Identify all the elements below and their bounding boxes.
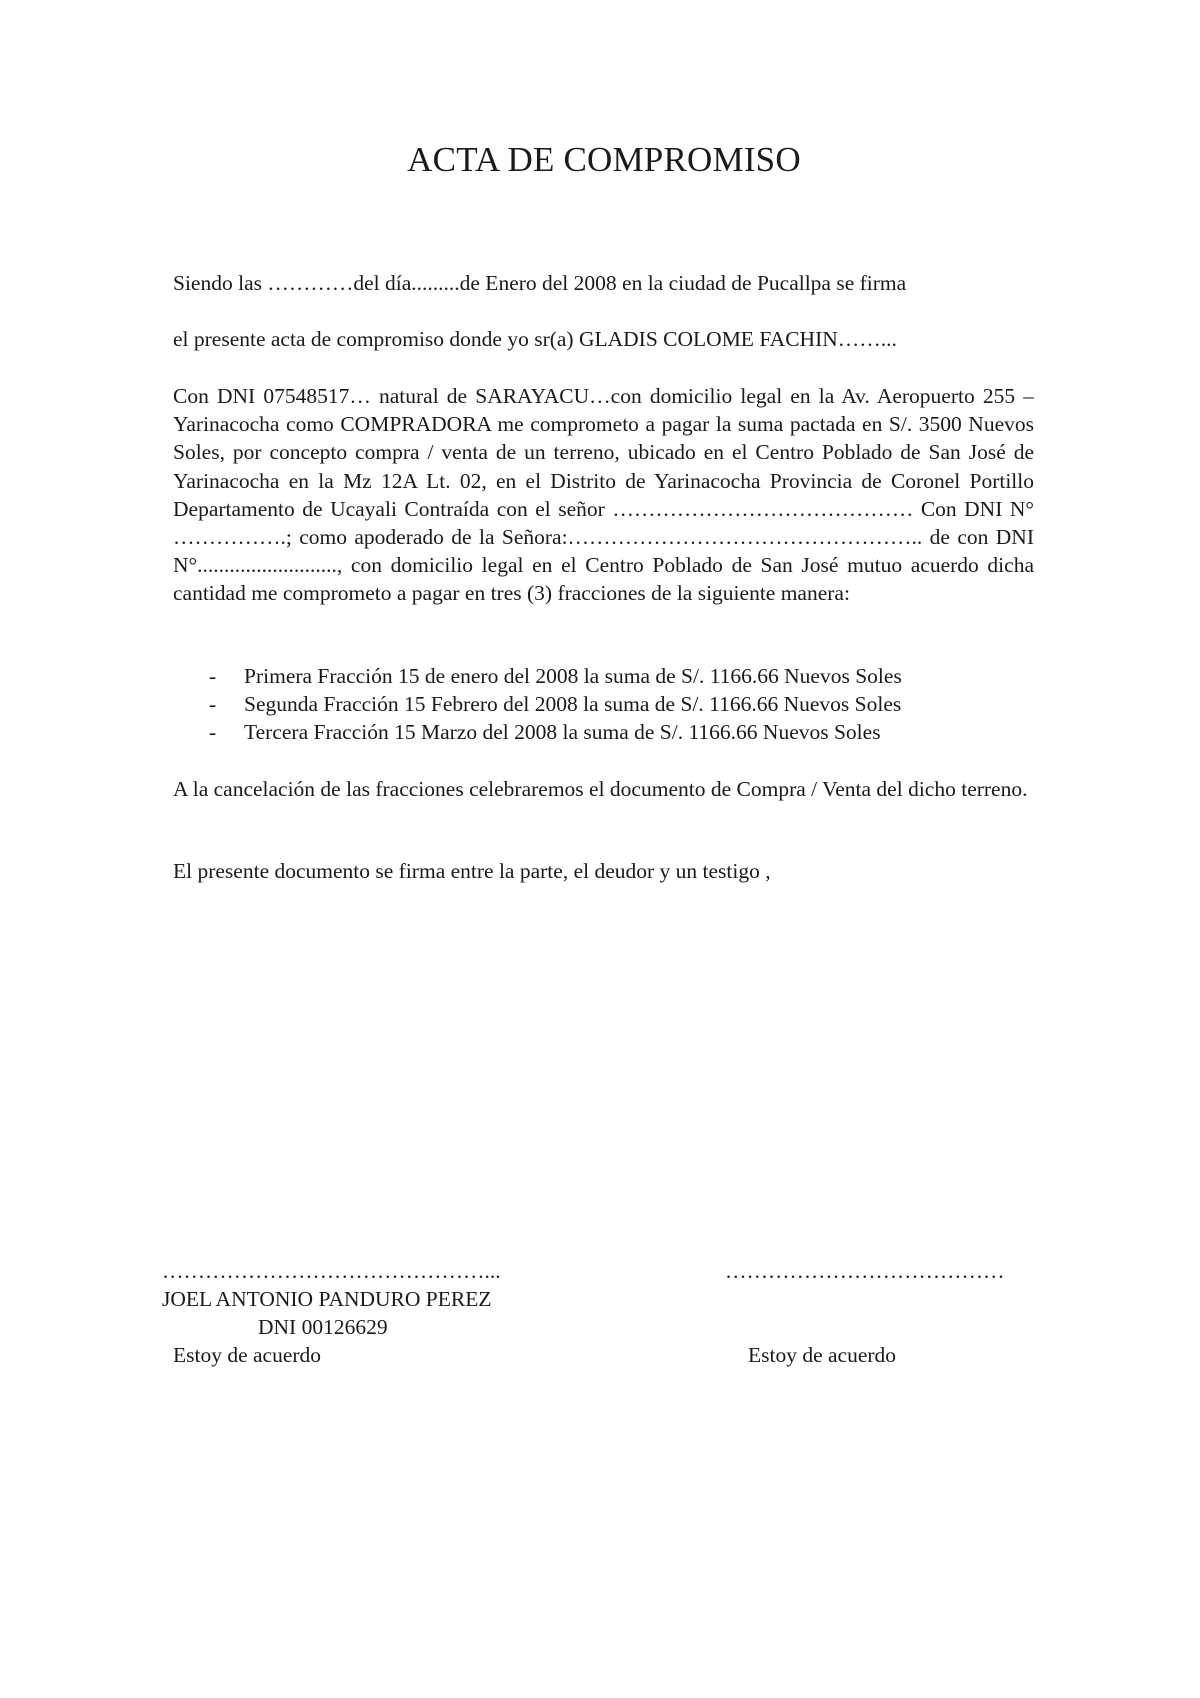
intro-line-buyer: el presente acta de compromiso donde yo sr(a) GLADIS COLOME FACHIN……... — [173, 327, 897, 351]
left-signature-line: ………………………………………... — [162, 1259, 501, 1283]
intro-line-date: Siendo las …………del día.........de Enero del 2008 en la ciudad de Pucallpa se firma — [173, 271, 907, 295]
main-paragraph: Con DNI 07548517… natural de SARAYACU…con domicilio legal en la Av. Aeropuerto 255 – Yarinacocha como COMPRADORA me comprometo a pagar la suma pactada en S/. 3500 Nuevos Soles, por concepto compra / venta de un terreno, ubicado en el Centro Poblado de San José de Yarinacocha en la Mz 12A Lt. 02, en el Distrito de Yarinacocha Provincia de Coronel Portillo Departamento de Ucayali Contraída con el señor …………………………………… Con DNI N° …………….; como apoderado de la Señora:………………………………………….. de con DNI N°.........................., con domicilio legal en el Centro Poblado de San José mutuo acuerdo dicha cantidad me comprometo a pagar en tres (3) fracciones de la siguiente manera: — [173, 384, 1034, 606]
list-item — [206, 690, 902, 718]
left-signer-name: JOEL ANTONIO PANDURO PEREZ — [162, 1287, 492, 1311]
right-signature-line: ………………………………… — [725, 1259, 1005, 1283]
bullet-dash: - — [209, 692, 217, 717]
left-agreement-text: Estoy de acuerdo — [173, 1343, 322, 1367]
list-item — [206, 718, 902, 746]
bullet-dash: - — [209, 720, 217, 745]
document-title: ACTA DE COMPROMISO — [407, 140, 801, 179]
fraction-text: Primera Fracción 15 de enero del 2008 la suma de S/. 1166.66 Nuevos Soles — [244, 664, 902, 688]
left-signer-dni: DNI 00126629 — [258, 1315, 388, 1339]
fraction-text: Tercera Fracción 15 Marzo del 2008 la suma de S/. 1166.66 Nuevos Soles — [244, 720, 881, 745]
cancellation-paragraph: A la cancelación de las fracciones celebraremos el documento de Compra / Venta del dicho terreno. — [173, 777, 1028, 801]
fraction-text: Segunda Fracción 15 Febrero del 2008 la suma de S/. 1166.66 Nuevos Soles — [244, 692, 902, 717]
right-agreement-text: Estoy de acuerdo — [748, 1343, 897, 1367]
fractions-list — [206, 662, 902, 747]
signing-statement: El presente documento se firma entre la parte, el deudor y un testigo , — [173, 859, 771, 883]
bullet-dash: - — [209, 664, 217, 688]
list-item — [206, 662, 902, 690]
